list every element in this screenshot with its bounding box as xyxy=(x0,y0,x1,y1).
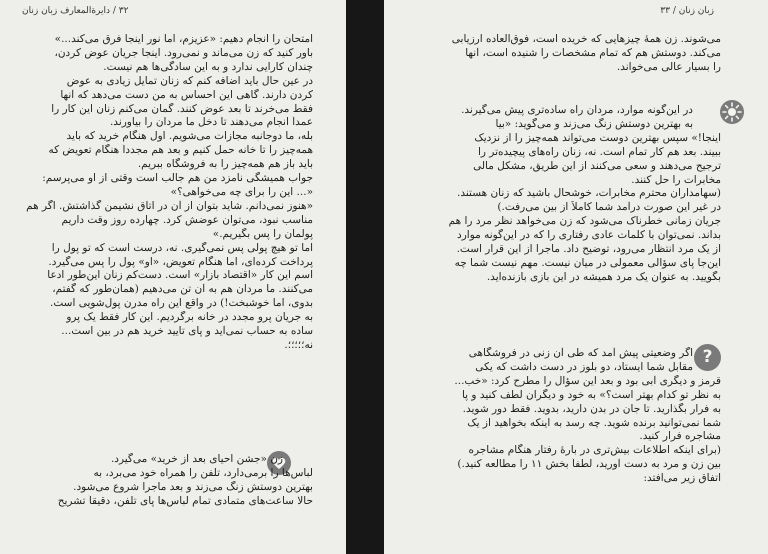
text-line: بهترین دوستش زنگ می‌زند و بعد ماجرا شروع می‌شود. xyxy=(73,480,313,493)
text-line: همه‌چیز را تا خانه حمل کنیم و بعد هم مجدداً هنگام تعویض که xyxy=(48,144,313,157)
text-line: پولمان را پس بگیریم.» xyxy=(212,227,313,240)
text-line: می‌کند. دوستش هم که تمام مشخصات را شنیده است، آنها xyxy=(465,46,721,59)
text-line: ساده به حساب نمی‌آید و پای تأیید خرید هم در بین است... xyxy=(61,325,313,338)
text-line: نه؛؛؛؛؛. xyxy=(284,338,313,351)
text-line: جواب همیشگی نامزد من هم جالب است وقتی از او می‌پرسم: xyxy=(42,172,313,185)
text-block xyxy=(16,453,313,509)
text-line: اینجا!» سپس بهترین دوست می‌تواند همه‌چیز را از نزدیک xyxy=(474,131,721,144)
text-line: پرداخت کرده‌ای، اما هنگام تعویض، «او» پول را پس می‌گیرد. xyxy=(48,255,313,268)
text-line: بله، ما دوجانبه مجازات می‌شویم. اول هنگام خرید که باید xyxy=(66,130,313,143)
text-line: بداند. نمی‌توان با کلمات عادی رفتاری را که در این‌گونه موارد xyxy=(457,229,721,242)
text-line: مشاجره فرار کنید. xyxy=(639,430,721,443)
text-line: باید باز هم همه‌چیز را به فروشگاه ببریم. xyxy=(137,158,313,171)
text-block xyxy=(16,33,313,353)
text-line: بین زن و مرد به دست آورید، لطفاً بخش ۱۱ را مطالعه کنید.) xyxy=(457,458,721,471)
page-header: ۳۲ / دایرةالمعارف زبان زنان xyxy=(22,6,129,16)
text-line: اسم این کار «اقتصاد بازار» است. دست‌کم زنان این‌طور ادعا xyxy=(47,269,313,282)
text-line: مقابل شما ایستاد، دو بلوز در دست داشت که یکی xyxy=(475,360,693,373)
text-line: ترجیح می‌دهند و سعی می‌کنند از این طریق، مشکل مالی xyxy=(473,159,721,172)
text-line: (برای اینکه اطلاعات بیش‌تری در بارهٔ رفتار هنگام مشاجره xyxy=(468,444,721,457)
text-line: شما نمی‌توانید برنده شوید. چه رسد به اینکه بخواهید از یک xyxy=(467,416,721,429)
sun-icon-glyph xyxy=(720,100,744,124)
text-block xyxy=(406,104,721,285)
left-page xyxy=(0,0,346,554)
text-line: باور کنید که زن می‌ماند و نمی‌رود. اینجا جریان عوض کردن، xyxy=(54,46,313,59)
text-line: اگر وضعیتی پیش آمد که طی آن زنی در فروشگاهی xyxy=(468,347,693,359)
text-line: این‌جا پای سؤالی معمولی در میان نیست. مهم نیست شما چه xyxy=(454,256,721,269)
text-block xyxy=(406,347,721,486)
text-line: بدوی، اما خوشبخت!) در واقع این راه مدرن پول‌شویی است. xyxy=(50,297,313,310)
text-line: از یک مرد انتظار می‌رود، توضیح داد. ماجرا از این قرار است. xyxy=(456,243,721,256)
text-line: ببیند. بعد هم کار تمام است. نه، زنان راه‌های پیچیده‌تر را xyxy=(477,145,721,158)
text-line: چندان کارایی ندارد و به این سادگی‌ها هم نیست. xyxy=(103,60,313,73)
text-line: بگویید. به عنوان یک مرد همیشه در این بازی بازنده‌اید. xyxy=(486,270,721,283)
text-block xyxy=(406,33,721,75)
right-page xyxy=(384,0,768,554)
text-line: در غیر این صورت درآمد شما کاملاً از بین می‌رفت.) xyxy=(497,201,721,214)
text-line: جریان زمانی خطرناک می‌شود که زن می‌خواهد نظر مرد را هم xyxy=(448,215,721,228)
text-line: فقط می‌خرند تا بعد عوض کنند. گمان می‌کنم زنان این کار را xyxy=(51,102,313,115)
text-line: مخابرات را حل کنند. xyxy=(631,173,721,186)
text-line: در این‌گونه موارد، مردان راه ساده‌تری پیش می‌گیرند. xyxy=(461,104,693,116)
text-line: در عین حال باید اضافه کنم که زنان تمایل زیادی به عوض xyxy=(66,74,313,87)
text-line: قرمز و دیگری آبی بود و بعد این سؤال را مطرح کرد: «خب... xyxy=(454,374,721,387)
text-line: اتفاق زیر می‌افتد: xyxy=(643,472,721,485)
text-line: به فرار بگذارید. تا جان در بدن دارید، بدوید. فقط دور شوید. xyxy=(462,402,721,415)
text-line: می‌شوند. زن همهٔ چیزهایی که خریده است، فوق‌العاده ارزیابی xyxy=(451,33,721,45)
text-line: عمداً انجام می‌دهند تا دخل ما مردان را بیاورند. xyxy=(109,116,313,129)
text-line: به بهترین دوستش زنگ می‌زند و می‌گوید: «بیا xyxy=(495,117,693,130)
book-gutter xyxy=(346,0,384,554)
text-line: کردن دارند. گاهی این احساس به من دست می‌دهد که آنها xyxy=(60,88,313,101)
question-icon: ? xyxy=(694,344,721,371)
text-line: اما تو هیچ پولی پس نمی‌گیری. نه، درست است که تو پول را xyxy=(51,241,313,254)
text-line: می‌کنند. ما مردان هم به آن تن می‌دهیم (همان‌طور که گفتم، xyxy=(52,283,313,296)
text-line: حالا ساعت‌های متمادی تمام لباس‌ها پای تلفن، دقیقاً تشریح xyxy=(57,494,313,507)
text-line: لباس‌ها را برمی‌دارد، تلفن را همراه خود می‌برد، به xyxy=(93,466,313,479)
text-line: «... این را برای چه می‌خواهی؟» xyxy=(170,185,313,198)
text-line: را بسیار عالی می‌خواند. xyxy=(616,60,721,73)
text-line: (سهامداران محترم مخابرات، خوشحال باشید که زنان هستند. xyxy=(457,187,721,200)
text-line: زن «جشن احیای بعد از خرید» می‌گیرد. xyxy=(110,453,283,465)
sun-icon xyxy=(720,100,744,124)
text-line: به نظر تو کدام بهتر است؟» به خود و دیگران لطف کنید و پا xyxy=(461,388,721,401)
text-line: امتحان را انجام دهیم: «عزیزم، اما نور اینجا فرق می‌کند...» xyxy=(54,33,313,45)
page-header: زبان زنان / ۳۳ xyxy=(660,6,714,16)
text-line: مناسب نبود، می‌توان عوضش کرد. چهارده روز وقت داریم xyxy=(61,213,313,226)
text-line: به جریان پرو مجدد در خانه برگردیم. این کار فقط یک پرو xyxy=(66,311,313,324)
text-line: «هنوز نمی‌دانم. شاید بتوان از آن در اتاق نشیمن گذاشتش. اگر هم xyxy=(26,199,313,212)
